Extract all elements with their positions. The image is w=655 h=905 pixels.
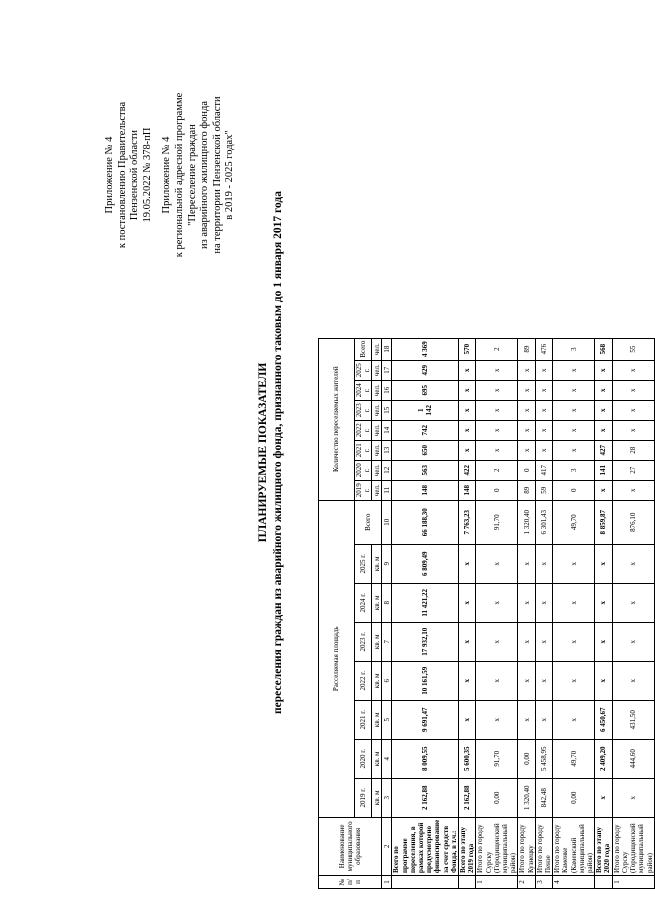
year-header: 2025 г. xyxy=(355,360,372,380)
table-cell: 2 162,88 xyxy=(459,778,476,817)
table-cell: x xyxy=(476,583,518,622)
table-cell: 476 xyxy=(535,338,552,360)
table-cell: x xyxy=(595,778,612,817)
table-cell: x xyxy=(595,544,612,583)
table-row xyxy=(392,338,459,888)
appendix-line: "Переселение граждан xyxy=(186,124,198,226)
table-cell: x xyxy=(459,622,476,661)
table-cell: 0,00 xyxy=(553,778,595,817)
column-number: 5 xyxy=(382,700,392,739)
unit-header: чел. xyxy=(372,480,382,500)
table-cell: x xyxy=(595,661,612,700)
table-cell: x xyxy=(459,440,476,460)
year-header: 2020 г. xyxy=(355,460,372,480)
unit-header: чел. xyxy=(372,380,382,400)
row-name: Итого по городу Сурску (Городищенский муниципальный район) xyxy=(612,817,654,875)
table-cell: x xyxy=(595,480,612,500)
column-number: 17 xyxy=(382,360,392,380)
table-cell: x xyxy=(612,661,654,700)
table-row xyxy=(535,338,552,888)
table-cell: 9 691,47 xyxy=(392,700,459,739)
year-header: 2019 г. xyxy=(355,480,372,500)
table-cell: x xyxy=(518,360,535,380)
table-cell: 427 xyxy=(595,440,612,460)
table-cell: x xyxy=(553,544,595,583)
table-cell: x xyxy=(459,380,476,400)
year-header: 2025 г. xyxy=(355,544,372,583)
table-cell: 2 162,88 xyxy=(392,778,459,817)
title-line-1: ПЛАНИРУЕМЫЕ ПОКАЗАТЕЛИ xyxy=(257,362,269,543)
table-cell: 55 xyxy=(612,338,654,360)
table-cell: 3 xyxy=(553,338,595,360)
column-number: 14 xyxy=(382,420,392,440)
year-header: 2024 г. xyxy=(355,583,372,622)
column-number: 1 xyxy=(382,876,392,889)
table-cell: x xyxy=(612,400,654,420)
year-header: 2021 г. xyxy=(355,700,372,739)
unit-header: чел. xyxy=(372,440,382,460)
column-number: 15 xyxy=(382,400,392,420)
unit-header: чел. xyxy=(372,338,382,360)
table-cell: x xyxy=(535,400,552,420)
table-cell: x xyxy=(612,778,654,817)
appendix-line: Пензенской области xyxy=(129,129,141,221)
year-header: 2023 г. xyxy=(355,622,372,661)
year-header: 2022 г. xyxy=(355,661,372,700)
table-cell: 876,10 xyxy=(612,500,654,544)
unit-header: чел. xyxy=(372,360,382,380)
table-cell: 0,00 xyxy=(518,739,535,778)
table-cell: x xyxy=(535,544,552,583)
table-cell: 5 458,95 xyxy=(535,739,552,778)
table-cell: 49,70 xyxy=(553,500,595,544)
table-cell: 0,00 xyxy=(476,778,518,817)
row-name: Всего по программе переселения, в рамках которой предусмотрено финансирование за счет средств Фонда, в т.ч.: xyxy=(392,817,459,875)
table-cell: x xyxy=(459,583,476,622)
table-cell: x xyxy=(459,360,476,380)
table-cell: x xyxy=(535,380,552,400)
table-cell: 742 xyxy=(392,420,459,440)
column-number: 13 xyxy=(382,440,392,460)
row-number: 3 xyxy=(535,876,552,889)
total-header: Всего xyxy=(355,338,372,360)
table-row xyxy=(553,338,595,888)
row-name: Итого по городу Пензе xyxy=(535,817,552,875)
unit-header: чел. xyxy=(372,400,382,420)
row-number xyxy=(595,876,612,889)
table-cell: x xyxy=(595,622,612,661)
year-header: 2020 г. xyxy=(355,739,372,778)
table-cell: 148 xyxy=(392,480,459,500)
table-cell: 91,70 xyxy=(476,500,518,544)
table-cell: x xyxy=(535,360,552,380)
table-cell: 3 xyxy=(553,460,595,480)
table-cell: 28 xyxy=(612,440,654,460)
table-cell: x xyxy=(553,622,595,661)
year-header: 2021 г. xyxy=(355,440,372,460)
table-cell: x xyxy=(595,583,612,622)
table-cell: 4 369 xyxy=(392,338,459,360)
table-cell: 0 xyxy=(553,480,595,500)
table-cell: 27 xyxy=(612,460,654,480)
table-cell: 91,70 xyxy=(476,739,518,778)
table-cell: x xyxy=(612,622,654,661)
row-number: 1 xyxy=(612,876,654,889)
table-cell: 59 xyxy=(535,480,552,500)
column-number: 12 xyxy=(382,460,392,480)
table-cell: x xyxy=(553,440,595,460)
table-cell: x xyxy=(459,544,476,583)
table-cell: x xyxy=(535,583,552,622)
appendix-line: из аварийного жилищного фонда xyxy=(199,100,211,250)
column-number: 4 xyxy=(382,739,392,778)
table-cell: x xyxy=(612,544,654,583)
table-cell: x xyxy=(553,420,595,440)
table-cell: x xyxy=(612,583,654,622)
table-cell: 10 161,59 xyxy=(392,661,459,700)
table-cell: x xyxy=(553,400,595,420)
table-row xyxy=(612,338,654,888)
total-header: Всего xyxy=(355,500,382,544)
table-cell: 49,70 xyxy=(553,739,595,778)
header-people-group: Количество переселяемых жителей xyxy=(319,338,355,500)
indicators-table xyxy=(318,338,655,889)
row-name: Всего по этапу 2020 года xyxy=(595,817,612,875)
year-header: 2024 г. xyxy=(355,380,372,400)
column-number: 16 xyxy=(382,380,392,400)
column-number: 3 xyxy=(382,778,392,817)
table-cell: 1 142 xyxy=(392,400,459,420)
row-name: Итого по городу Сурску (Городищенский муниципальный район) xyxy=(476,817,518,875)
table-cell: x xyxy=(518,420,535,440)
appendix-line: 19.05.2022 № 378-пП xyxy=(141,127,153,223)
table-cell: x xyxy=(518,622,535,661)
table-cell: x xyxy=(518,440,535,460)
table-cell: 2 xyxy=(476,338,518,360)
row-name: Итого по городу Каменке (Каменский муниципальный район) xyxy=(553,817,595,875)
table-cell: x xyxy=(535,622,552,661)
table-row xyxy=(518,338,535,888)
table-cell: 695 xyxy=(392,380,459,400)
table-cell: 0 xyxy=(518,460,535,480)
title-line-2: переселения граждан из аварийного жилищного фонда, признанного таковым до 1 января 2017 года xyxy=(271,191,284,714)
table-cell: x xyxy=(595,400,612,420)
table-cell: 444,60 xyxy=(612,739,654,778)
table-cell: x xyxy=(595,360,612,380)
table-cell: x xyxy=(476,440,518,460)
table-cell: x xyxy=(476,400,518,420)
table-cell: x xyxy=(518,544,535,583)
table-cell: x xyxy=(476,661,518,700)
table-cell: 141 xyxy=(595,460,612,480)
table-cell: x xyxy=(535,420,552,440)
column-number: 7 xyxy=(382,622,392,661)
table-cell: 6 301,43 xyxy=(535,500,552,544)
table-cell: x xyxy=(612,480,654,500)
year-header: 2023 г. xyxy=(355,400,372,420)
year-header: 2019 г. xyxy=(355,778,372,817)
table-cell: x xyxy=(518,583,535,622)
table-cell: 429 xyxy=(392,360,459,380)
table-cell: x xyxy=(553,661,595,700)
column-number: 9 xyxy=(382,544,392,583)
appendix-line: в 2019 - 2025 годах" xyxy=(224,130,236,220)
unit-header: кв. м xyxy=(372,700,382,739)
document-title xyxy=(256,0,285,905)
appendix-line: Приложение № 4 xyxy=(161,136,173,214)
appendix-line: к постановлению Правительства xyxy=(116,101,128,249)
column-numbers-row xyxy=(382,338,392,888)
table-cell: x xyxy=(535,700,552,739)
table-cell: x xyxy=(476,420,518,440)
column-number: 18 xyxy=(382,338,392,360)
table-cell: 568 xyxy=(595,338,612,360)
table-cell: 1 320,40 xyxy=(518,500,535,544)
table-cell: x xyxy=(518,661,535,700)
table-cell: 148 xyxy=(459,480,476,500)
table-cell: 0 xyxy=(476,480,518,500)
unit-header: чел. xyxy=(372,420,382,440)
header-area-group: Расселяемая площадь xyxy=(319,500,355,817)
table-cell: x xyxy=(459,400,476,420)
unit-header: кв. м xyxy=(372,622,382,661)
unit-header: кв. м xyxy=(372,583,382,622)
table-cell: x xyxy=(476,700,518,739)
table-cell: x xyxy=(476,360,518,380)
table-cell: 8 859,87 xyxy=(595,500,612,544)
table-cell: x xyxy=(459,661,476,700)
table-cell: 89 xyxy=(518,338,535,360)
table-cell: x xyxy=(476,622,518,661)
table-cell: 66 188,30 xyxy=(392,500,459,544)
table-cell: 422 xyxy=(459,460,476,480)
table-cell: 8 009,55 xyxy=(392,739,459,778)
table-cell: 417 xyxy=(535,460,552,480)
row-number xyxy=(392,876,459,889)
table-cell: x xyxy=(535,440,552,460)
row-name: Всего по этапу 2019 года xyxy=(459,817,476,875)
appendix-header xyxy=(104,60,237,290)
table-cell: 89 xyxy=(518,480,535,500)
unit-header: кв. м xyxy=(372,778,382,817)
table-cell: 6 809,49 xyxy=(392,544,459,583)
table-cell: x xyxy=(612,420,654,440)
table-row xyxy=(459,338,476,888)
row-number: 2 xyxy=(518,876,535,889)
table-row xyxy=(476,338,518,888)
table-cell: x xyxy=(476,544,518,583)
table-cell: 2 xyxy=(476,460,518,480)
unit-header: кв. м xyxy=(372,544,382,583)
table-cell: x xyxy=(612,380,654,400)
table-cell: x xyxy=(553,380,595,400)
table-cell: x xyxy=(518,380,535,400)
column-number: 8 xyxy=(382,583,392,622)
table-cell: x xyxy=(553,360,595,380)
table-cell: x xyxy=(553,583,595,622)
table-cell: 570 xyxy=(459,338,476,360)
table-row xyxy=(595,338,612,888)
table-cell: 17 932,10 xyxy=(392,622,459,661)
unit-header: кв. м xyxy=(372,739,382,778)
table-cell: x xyxy=(518,400,535,420)
table-cell: 431,50 xyxy=(612,700,654,739)
row-number: 1 xyxy=(476,876,518,889)
table-cell: x xyxy=(595,420,612,440)
header-no: № п/п xyxy=(319,876,382,889)
table-cell: 1 320,40 xyxy=(518,778,535,817)
table-cell: 650 xyxy=(392,440,459,460)
row-number: 4 xyxy=(553,876,595,889)
table-cell: x xyxy=(553,700,595,739)
unit-header: кв. м xyxy=(372,661,382,700)
appendix-line: к региональной адресной программе xyxy=(173,92,185,258)
table-cell: 563 xyxy=(392,460,459,480)
table-cell: x xyxy=(459,420,476,440)
table-cell: x xyxy=(459,700,476,739)
column-number: 2 xyxy=(382,817,392,875)
appendix-line: Приложение № 4 xyxy=(104,136,115,214)
table-cell: 6 450,67 xyxy=(595,700,612,739)
table-cell: 7 763,23 xyxy=(459,500,476,544)
column-number: 11 xyxy=(382,480,392,500)
column-number: 10 xyxy=(382,500,392,544)
table-cell: x xyxy=(518,700,535,739)
year-header: 2022 г. xyxy=(355,420,372,440)
table-cell: 5 600,35 xyxy=(459,739,476,778)
table-cell: x xyxy=(595,380,612,400)
table-cell: 842,48 xyxy=(535,778,552,817)
table-cell: 2 409,20 xyxy=(595,739,612,778)
table-cell: x xyxy=(476,380,518,400)
row-name: Итого по городу Кузнецку xyxy=(518,817,535,875)
appendix-line: на территории Пензенской области xyxy=(211,96,223,254)
table-cell: x xyxy=(612,360,654,380)
header-name: Наименование муниципального образования xyxy=(319,817,382,875)
unit-header: чел. xyxy=(372,460,382,480)
row-number xyxy=(459,876,476,889)
table-cell: x xyxy=(535,661,552,700)
column-number: 6 xyxy=(382,661,392,700)
table-cell: 11 421,22 xyxy=(392,583,459,622)
